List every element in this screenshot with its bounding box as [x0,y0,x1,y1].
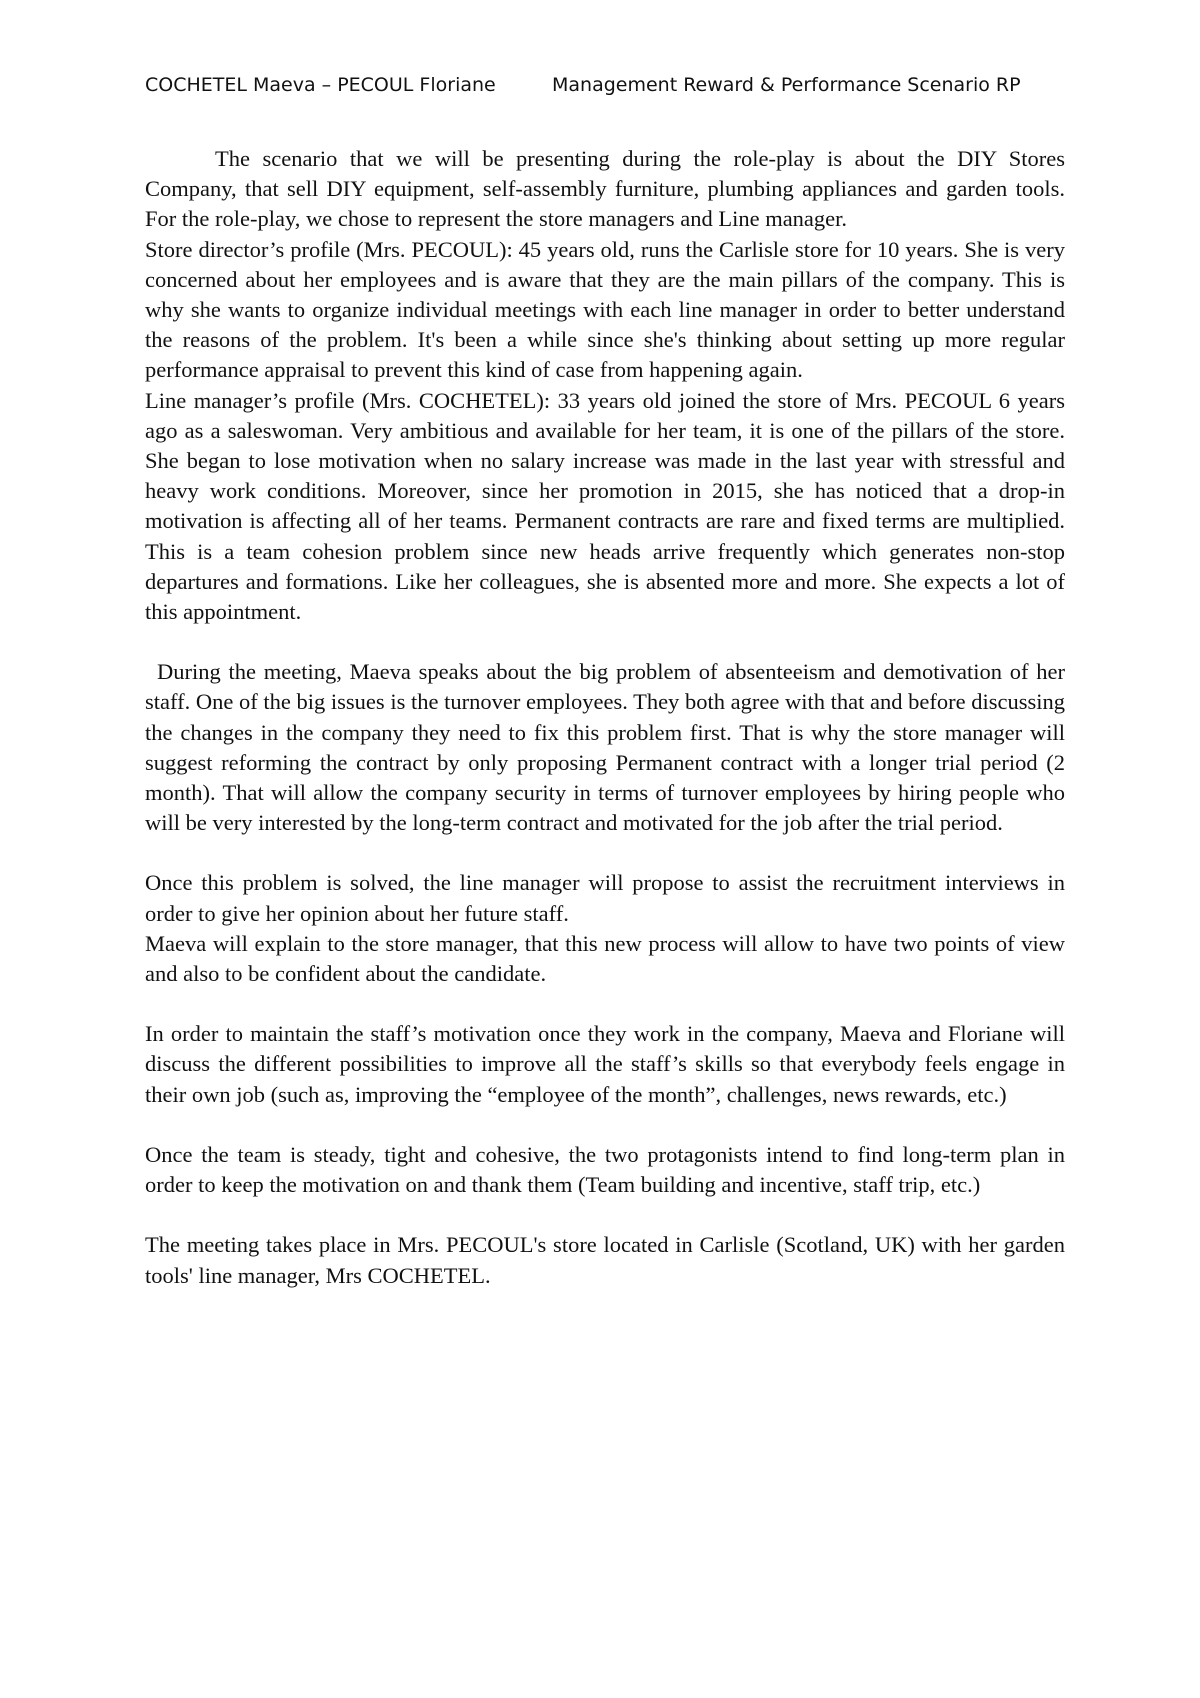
paragraph-motivation: In order to maintain the staff’s motivation once they work in the company, Maeva and Floriane will discuss the different possibilities to improve all the staff’s skills so that everybody feels engage in their own job (such as, improving the “employee of the month”, challenges, news rewards, etc.) [145,1021,1065,1107]
page-header [145,74,1065,104]
paragraph-store-director-profile: Store director’s profile (Mrs. PECOUL): 45 years old, runs the Carlisle store for 10 years. She is very concerned about her employees and is aware that they are the main pillars of the company. This is why she wants to organize individual meetings with each line manager in order to better understand the reasons of the problem. It's been a while since she's thinking about setting up more regular performance appraisal to prevent this kind of case from happening again. [145,236,1065,383]
paragraph-intro: The scenario that we will be presenting during the role-play is about the DIY Stores Company, that sell DIY equipment, self-assembly furniture, plumbing appliances and garden tools. For the role-play, we chose to represent the store managers and Line manager. [145,146,1065,232]
paragraph-location: The meeting takes place in Mrs. PECOUL's store located in Carlisle (Scotland, UK) with her garden tools' line manager, Mrs COCHETEL. [145,1232,1065,1288]
header-authors: COCHETEL Maeva – PECOUL Floriane [145,74,496,96]
paragraph-recruitment: Once this problem is solved, the line manager will propose to assist the recruitment interviews in order to give her opinion about her future staff. [145,870,1065,926]
paragraph-line-manager-profile: Line manager’s profile (Mrs. COCHETEL): 33 years old joined the store of Mrs. PECOUL 6 years ago as a saleswoman. Very ambitious and available for her team, it is one of the pillars of the store. She began to lose motivation when no salary increase was made in the last year with stressful and heavy work conditions. Moreover, since her promotion in 2015, she has noticed that a drop-in motivation is affecting all of her teams. Permanent contracts are rare and fixed terms are multiplied. This is a team cohesion problem since new heads arrive frequently which generates non-stop departures and formations. Like her colleagues, she is absented more and more. She expects a lot of this appointment. [145,387,1065,625]
paragraph-meeting: During the meeting, Maeva speaks about the big problem of absenteeism and demotivation of her staff. One of the big issues is the turnover employees. They both agree with that and before discussing the changes in the company they need to fix this problem first. That is why the store manager will suggest reforming the contract by only proposing Permanent contract with a longer trial period (2 month). That will allow the company security in terms of turnover employees by hiring people who will be very interested by the long-term contract and motivated for the job after the trial period. [145,659,1065,836]
paragraph-points-of-view: Maeva will explain to the store manager, that this new process will allow to have two points of view and also to be confident about the candidate. [145,930,1065,987]
paragraph-long-term: Once the team is steady, tight and cohesive, the two protagonists intend to find long-term plan in order to keep the motivation on and thank them (Team building and incentive, staff trip, etc.) [145,1141,1065,1198]
header-title: Management Reward & Performance Scenario RP [552,74,1021,96]
document-body [145,144,1065,1291]
